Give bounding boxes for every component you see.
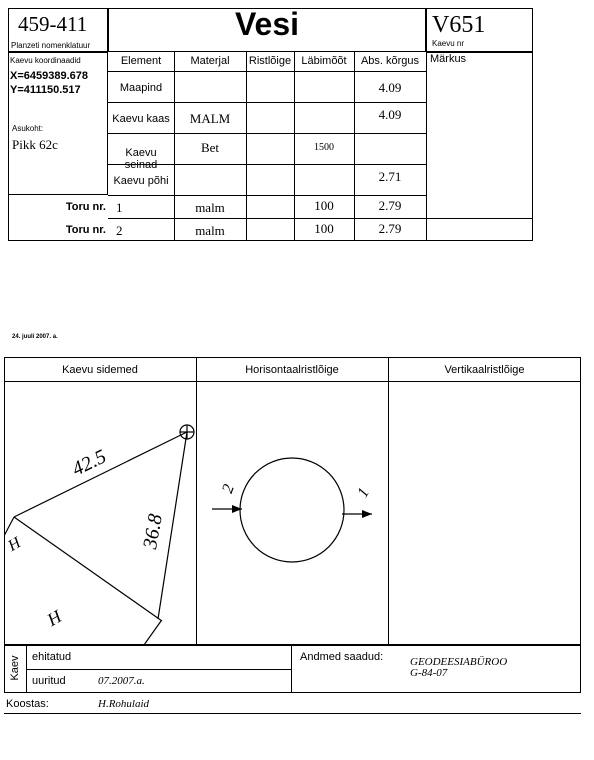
col-header-section: Ristlõige: [248, 55, 292, 67]
row-height: 4.09: [378, 80, 402, 95]
panel-title-vertical: Vertikaalristlõige: [444, 364, 525, 376]
built-label: ehitatud: [32, 651, 72, 663]
pipe-material: malm: [195, 200, 225, 215]
house-mark-1: H: [5, 534, 24, 555]
nomenclature-label: Planzeti nomenklatuur: [11, 41, 91, 50]
row-element: Kaevu põhi: [113, 175, 169, 187]
kaev-label: Kaev: [9, 655, 21, 681]
location-label: Asukoht:: [12, 124, 44, 133]
col-header-element: Element: [120, 55, 162, 67]
row-height: 2.71: [378, 169, 402, 184]
row-height: 4.09: [378, 107, 402, 122]
distance-label-2: 36.8: [139, 512, 167, 551]
coords-label: Kaevu koordinaadid: [10, 56, 81, 65]
col-header-diameter: Läbimõõt: [301, 55, 347, 67]
pipe-diameter: 100: [314, 198, 334, 213]
pipe-diameter: 100: [314, 221, 334, 236]
distance-label-1: 42.5: [68, 445, 110, 481]
col-header-material: Materjal: [190, 55, 230, 67]
compiled-label: Koostas:: [6, 698, 49, 710]
pipe-label: Toru nr.: [65, 224, 106, 236]
well-number-label: Kaevu nr: [432, 39, 465, 48]
pipe-out-label: 1: [354, 485, 373, 501]
tie-sketch: [4, 381, 196, 645]
date-note: 24. juuli 2007. a.: [12, 334, 58, 340]
remarks-header: Märkus: [430, 53, 467, 65]
surveyed-value: 07.2007.a.: [98, 675, 145, 687]
panel-title-ties: Kaevu sidemed: [62, 364, 138, 376]
row-diameter: 1500: [314, 142, 334, 153]
data-source-line1: GEODEESIABÜROO: [410, 656, 508, 668]
pipe-in-label: 2: [219, 482, 238, 496]
pipe-number: 1: [116, 200, 123, 215]
location-value: Pikk 62c: [12, 137, 58, 152]
pipe-label: Toru nr.: [65, 201, 106, 213]
pipe-material: malm: [195, 223, 225, 238]
row-element: Kaevu kaas: [112, 113, 170, 125]
row-element: Maapind: [119, 82, 163, 94]
data-source-line2: G-84-07: [410, 667, 448, 679]
compiled-by: H.Rohulaid: [98, 698, 150, 710]
col-header-height: Abs. kõrgus: [360, 55, 420, 67]
surveyed-label: uuritud: [32, 675, 66, 687]
pipe-height: 2.79: [378, 198, 402, 213]
nomenclature-value: 459-411: [18, 12, 88, 36]
coord-y: Y=411150.517: [10, 84, 81, 96]
row-material: Bet: [200, 140, 220, 155]
well-number: V651: [432, 12, 486, 38]
page-title: Vesi: [234, 6, 300, 42]
house-mark-2: H: [43, 606, 65, 630]
data-source-label: Andmed saadud:: [300, 651, 384, 663]
pipe-number: 2: [116, 223, 123, 238]
pipe-height: 2.79: [378, 221, 402, 236]
panel-title-horizontal: Horisontaalristlõige: [245, 364, 339, 376]
coord-x: X=6459389.678: [10, 70, 88, 82]
remarks-box: [426, 52, 533, 241]
row-material: MALM: [189, 111, 231, 126]
row-element: Kaevu seinad: [124, 147, 158, 171]
horizontal-section-sketch: [196, 381, 388, 645]
